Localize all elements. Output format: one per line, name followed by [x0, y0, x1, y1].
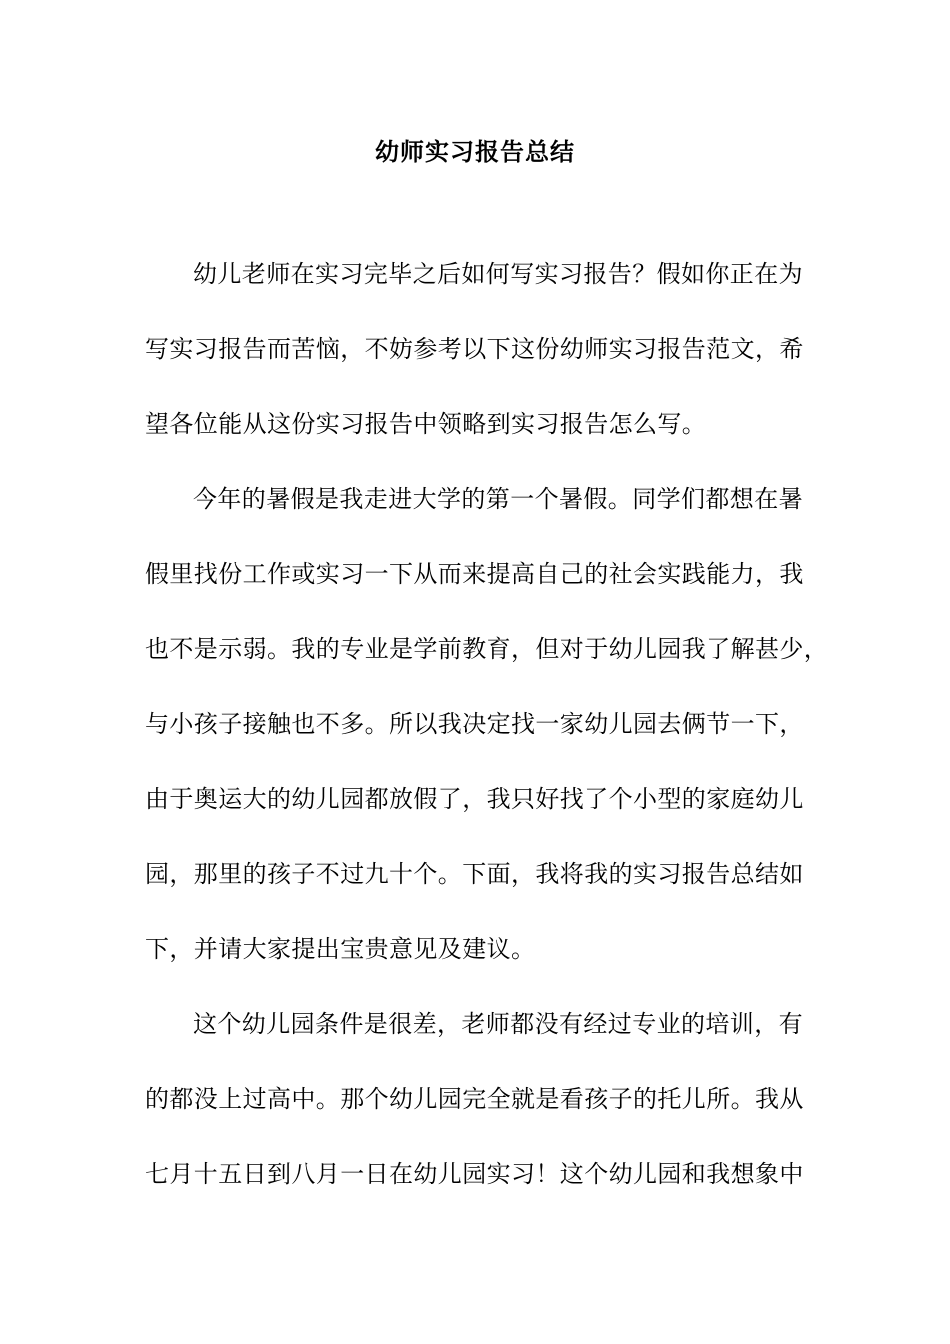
paragraph-1-line-2: 写实习报告而苦恼，不妨参考以下这份幼师实习报告范文，希	[145, 335, 804, 363]
paragraph-2-line-7: 下，并请大家提出宝贵意见及建议。	[145, 935, 536, 963]
paragraph-3-line-3: 七月十五日到八月一日在幼儿园实习！这个幼儿园和我想象中	[145, 1160, 804, 1188]
paragraph-1-line-1: 幼儿老师在实习完毕之后如何写实习报告？假如你正在为	[193, 260, 803, 288]
paragraph-2-line-1: 今年的暑假是我走进大学的第一个暑假。同学们都想在暑	[193, 485, 803, 513]
paragraph-2-line-4: 与小孩子接触也不多。所以我决定找一家幼儿园去俩节一下，	[145, 710, 804, 738]
paragraph-1-line-3: 望各位能从这份实习报告中领略到实习报告怎么写。	[145, 410, 707, 438]
paragraph-3-line-2: 的都没上过高中。那个幼儿园完全就是看孩子的托儿所。我从	[145, 1085, 804, 1113]
paragraph-2-line-3: 也不是示弱。我的专业是学前教育，但对于幼儿园我了解甚少，	[145, 635, 829, 663]
paragraph-3-line-1: 这个幼儿园条件是很差，老师都没有经过专业的培训，有	[193, 1010, 803, 1038]
paragraph-2-line-6: 园，那里的孩子不过九十个。下面，我将我的实习报告总结如	[145, 860, 804, 888]
paragraph-2-line-2: 假里找份工作或实习一下从而来提高自己的社会实践能力，我	[145, 560, 804, 588]
document-title: 幼师实习报告总结	[375, 137, 575, 166]
paragraph-2-line-5: 由于奥运大的幼儿园都放假了，我只好找了个小型的家庭幼儿	[145, 785, 804, 813]
